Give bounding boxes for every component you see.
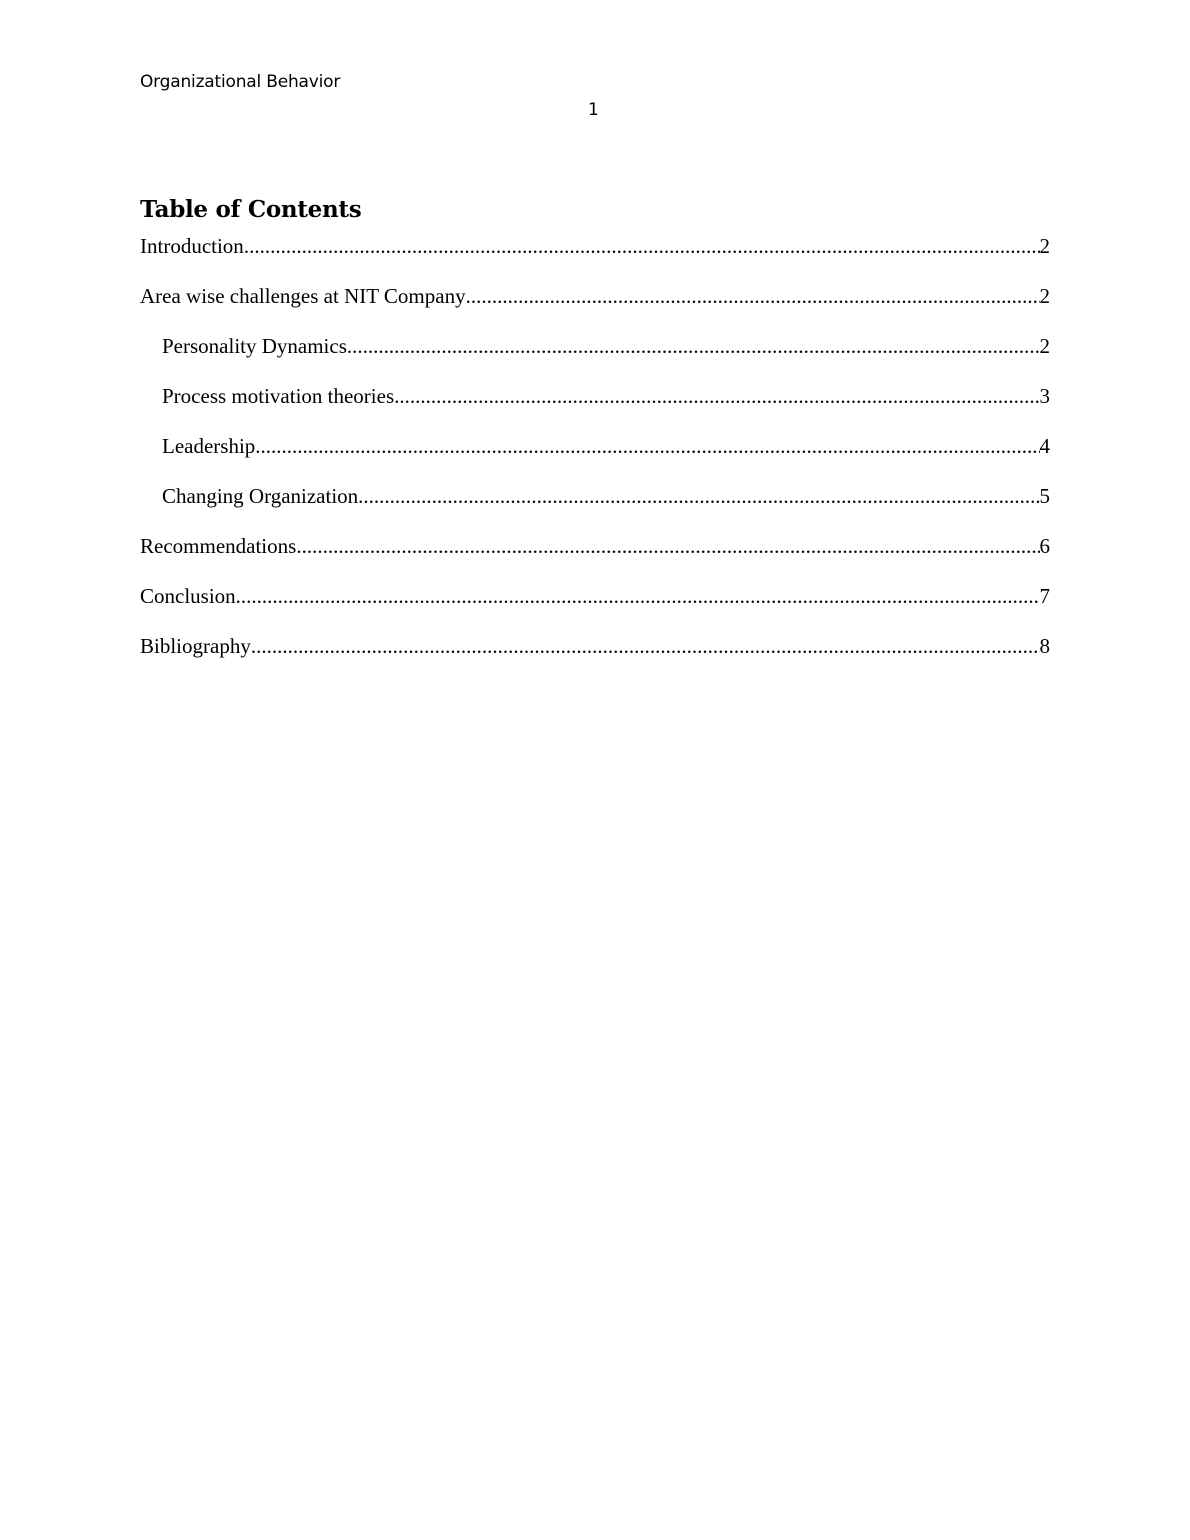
toc-heading: Table of Contents	[140, 196, 362, 223]
toc-entry-recommendations[interactable]	[140, 531, 1050, 581]
toc-entry-page: 2	[1039, 334, 1050, 358]
toc-entry-page: 5	[1039, 484, 1050, 508]
toc-entry-page: 8	[1039, 634, 1050, 658]
toc-dot-leader	[251, 631, 1040, 661]
running-header: Organizational Behavior	[140, 72, 341, 92]
toc-dot-leader	[296, 531, 1039, 561]
toc-entry-label: Introduction	[140, 234, 244, 258]
toc-entry-page: 6	[1039, 534, 1050, 558]
toc-entry-label: Area wise challenges at NIT Company	[140, 284, 466, 308]
toc-entry-conclusion[interactable]	[140, 581, 1050, 631]
toc-entry-changing-organization[interactable]	[140, 481, 1050, 531]
toc-dot-leader	[466, 281, 1040, 311]
table-of-contents	[140, 231, 1050, 681]
toc-entry-label: Personality Dynamics	[162, 334, 347, 358]
toc-entry-label: Bibliography	[140, 634, 251, 658]
toc-dot-leader	[347, 331, 1040, 361]
toc-entry-label: Recommendations	[140, 534, 297, 558]
toc-entry-page: 3	[1039, 384, 1050, 408]
toc-entry-introduction[interactable]	[140, 231, 1050, 281]
toc-entry-page: 7	[1039, 584, 1050, 608]
toc-entry-area-wise-challenges[interactable]	[140, 281, 1050, 331]
toc-entry-leadership[interactable]	[140, 431, 1050, 481]
toc-entry-page: 4	[1039, 434, 1050, 458]
toc-entry-bibliography[interactable]	[140, 631, 1050, 681]
toc-entry-process-motivation-theories[interactable]	[140, 381, 1050, 431]
page-number: 1	[588, 100, 599, 120]
toc-dot-leader	[358, 481, 1039, 511]
toc-dot-leader	[244, 231, 1040, 261]
toc-entry-personality-dynamics[interactable]	[140, 331, 1050, 381]
toc-dot-leader	[236, 581, 1040, 611]
toc-entry-page: 2	[1039, 234, 1050, 258]
toc-entry-page: 2	[1039, 284, 1050, 308]
toc-dot-leader	[255, 431, 1039, 461]
toc-dot-leader	[394, 381, 1039, 411]
toc-entry-label: Process motivation theories	[162, 384, 395, 408]
toc-entry-label: Leadership	[162, 434, 256, 458]
toc-entry-label: Changing Organization	[162, 484, 359, 508]
toc-entry-label: Conclusion	[140, 584, 236, 608]
